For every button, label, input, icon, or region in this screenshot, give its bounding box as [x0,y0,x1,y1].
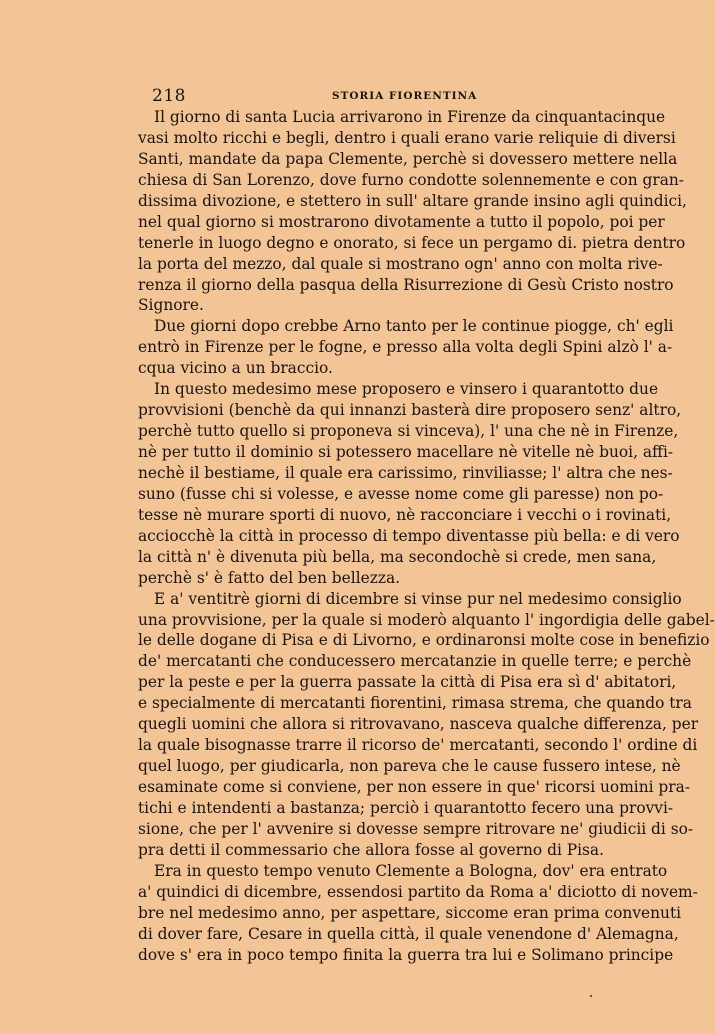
text-line: de' mercatanti che conducessero mercatanzie in quelle terre; e perchè [138,652,692,671]
text-line: renza il giorno della pasqua della Risurrezione di Gesù Cristo nostro [138,275,674,294]
text-line: In questo medesimo mese proposero e vinsero i quarantotto due [154,380,659,399]
text-line: chiesa di San Lorenzo, dove furno condotte solennemente e con gran- [138,170,684,189]
paper-speck [590,995,592,997]
text-line: cqua vicino a un braccio. [138,359,333,378]
text-line: acciocchè la città in processo di tempo diventasse più bella: e di vero [138,526,680,545]
running-title: STORIA FIORENTINA [332,90,478,102]
page-number: 218 [152,86,186,106]
text-line: Il giorno di santa Lucia arrivarono in Firenze da cinquantacinque [154,108,666,126]
text-line: a' quindici di dicembre, essendosi partito da Roma a' diciotto di novem- [138,882,698,901]
text-line: per la peste e per la guerra passate la città di Pisa era sì d' abitatori, [138,673,677,692]
text-line: perchè tutto quello si proponeva si vinceva), l' una che nè in Firenze, [138,422,679,441]
text-line: provvisioni (benchè da qui innanzi basterà dire proposero senz' altro, [138,401,682,420]
text-line: esaminate come si conviene, per non essere in que' ricorsi uomini pra- [138,778,691,796]
text-line: Era in questo tempo venuto Clemente a Bologna, dov' era entrato [154,861,668,880]
text-line: e specialmente di mercatanti fiorentini, rimasa strema, che quando tra [138,694,692,713]
text-line: Santi, mandate da papa Clemente, perchè si dovessero mettere nella [138,149,678,168]
text-line: Due giorni dopo crebbe Arno tanto per le continue piogge, ch' egli [154,317,674,336]
text-line: nechè il bestiame, il quale era carissimo, rinviliasse; l' altra che nes- [138,463,673,482]
body-text [138,107,715,965]
text-line: la porta del mezzo, dal quale si mostrano ogn' anno con molta rive- [138,254,663,273]
text-line: nel qual giorno si mostrarono divotamente a tutto il popolo, poi per [138,212,665,231]
text-line: vasi molto ricchi e begli, dentro i quali erano varie reliquie di diversi [138,128,676,147]
text-line: dove s' era in poco tempo finita la guerra tra lui e Solimano principe [138,945,674,964]
text-line: sione, che per l' avvenire si dovesse sempre ritrovare ne' giudicii di so- [138,819,694,838]
text-line: bre nel medesimo anno, per aspettare, siccome eran prima convenuti [138,903,682,922]
page-header [152,86,658,108]
text-line: quegli uomini che allora si ritrovavano, nasceva qualche differenza, per [138,715,699,734]
text-line: tesse nè murare sporti di nuovo, nè racconciare i vecchi o i rovinati, [138,505,672,524]
text-line: di dover fare, Cesare in quella città, il quale venendone d' Alemagna, [138,924,679,943]
text-line: quel luogo, per giudicarla, non pareva che le cause fussero intese, nè [138,757,681,776]
text-line: perchè s' è fatto del ben bellezza. [138,568,401,587]
text-line: pra detti il commessario che allora fosse al governo di Pisa. [138,840,605,859]
text-line: tichi e intendenti a bastanza; perciò i quarantotto fecero una provvi- [138,798,674,817]
text-line: dissima divozione, e stettero in sull' altare grande insino agli quindici, [138,191,687,210]
text-line: Signore. [138,296,204,315]
text-line: entrò in Firenze per le fogne, e presso alla volta degli Spini alzò l' a- [138,338,673,357]
text-line: tenerle in luogo degno e onorato, si fece un pergamo di. pietra dentro [138,233,686,252]
text-line: le delle dogane di Pisa e di Livorno, e ordinaronsi molte cose in benefizio [138,631,710,650]
text-line: una provvisione, per la quale si moderò alquanto l' ingordigia delle gabel- [138,610,715,629]
text-line: suno (fusse chi si volesse, e avesse nome come gli paresse) non po- [138,484,664,503]
text-line: E a' ventitrè giorni di dicembre si vinse pur nel medesimo consiglio [154,589,682,608]
text-line: la quale bisognasse trarre il ricorso de' mercatanti, secondo l' ordine di [138,736,698,755]
text-line: nè per tutto il dominio si potessero macellare nè vitelle nè buoi, affi- [138,443,674,461]
text-line: la città n' è divenuta più bella, ma secondochè si crede, men sana, [138,547,657,566]
